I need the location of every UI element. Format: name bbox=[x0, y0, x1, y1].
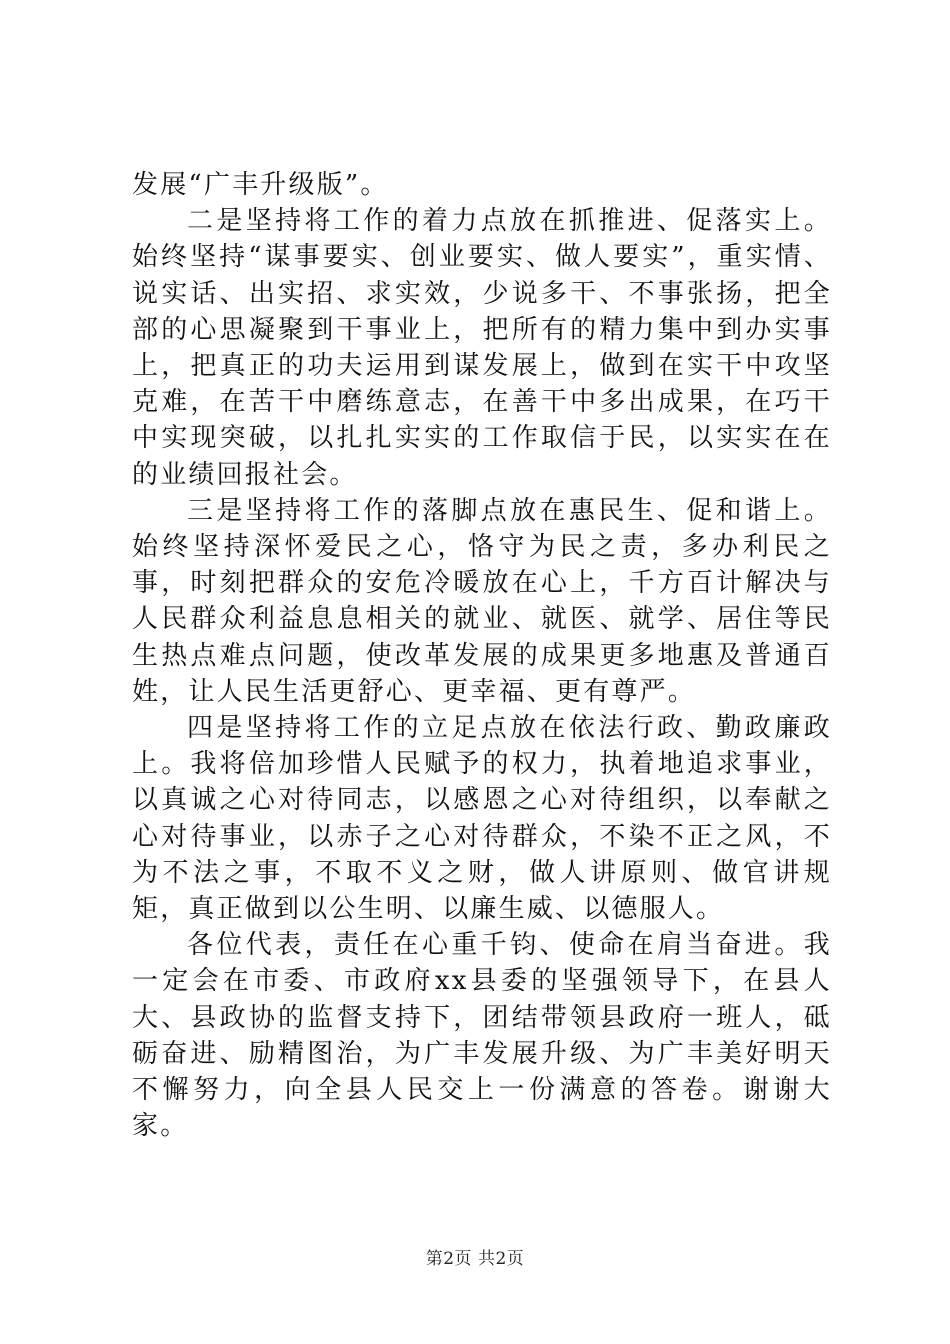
paragraph-point-two: 二是坚持将工作的着力点放在抓推进、促落实上。始终坚持“谋事要实、创业要实、做人要实”，重实情、说实话、出实招、求实效，少说多干、不事张扬，把全部的心思凝聚到干事业上，把所有的精力集中到办实事上，把真正的功夫运用到谋发展上，做到在实干中攻坚克难，在苦干中磨练意志，在善干中多出成果，在巧干中实现突破，以扎扎实实的工作取信于民，以实实在在的业绩回报社会。 bbox=[132, 206, 832, 490]
paragraph-continuation: 发展“广丰升级版”。 bbox=[132, 170, 389, 200]
paragraph-point-three: 三是坚持将工作的落脚点放在惠民生、促和谐上。始终坚持深怀爱民之心，恪守为民之责，多办利民之事，时刻把群众的安危冷暖放在心上，千方百计解决与人民群众利益息息相关的就业、就医、就学、居住等民生热点难点问题，使改革发展的成果更多地惠及普通百姓，让人民生活更舒心、更幸福、更有尊严。 bbox=[132, 495, 832, 707]
paragraph-closing: 各位代表，责任在心重千钧、使命在肩当奋进。我一定会在市委、市政府xx县委的坚强领导下，在县人大、县政协的监督支持下，团结带领县政府一班人，砥砺奋进、励精图治，为广丰发展升级、为广丰美好明天不懈努力，向全县人民交上一份满意的答卷。谢谢大家。 bbox=[132, 930, 832, 1142]
document-body bbox=[132, 167, 832, 1144]
paragraph-point-four: 四是坚持将工作的立足点放在依法行政、勤政廉政上。我将倍加珍惜人民赋予的权力，执着地追求事业，以真诚之心对待同志，以感恩之心对待组织，以奉献之心对待事业，以赤子之心对待群众，不染不正之风，不为不法之事，不取不义之财，做人讲原则、做官讲规矩，真正做到以公生明、以廉生威、以德服人。 bbox=[132, 713, 832, 925]
page-number-footer: 第2页 共2页 bbox=[425, 1249, 525, 1269]
